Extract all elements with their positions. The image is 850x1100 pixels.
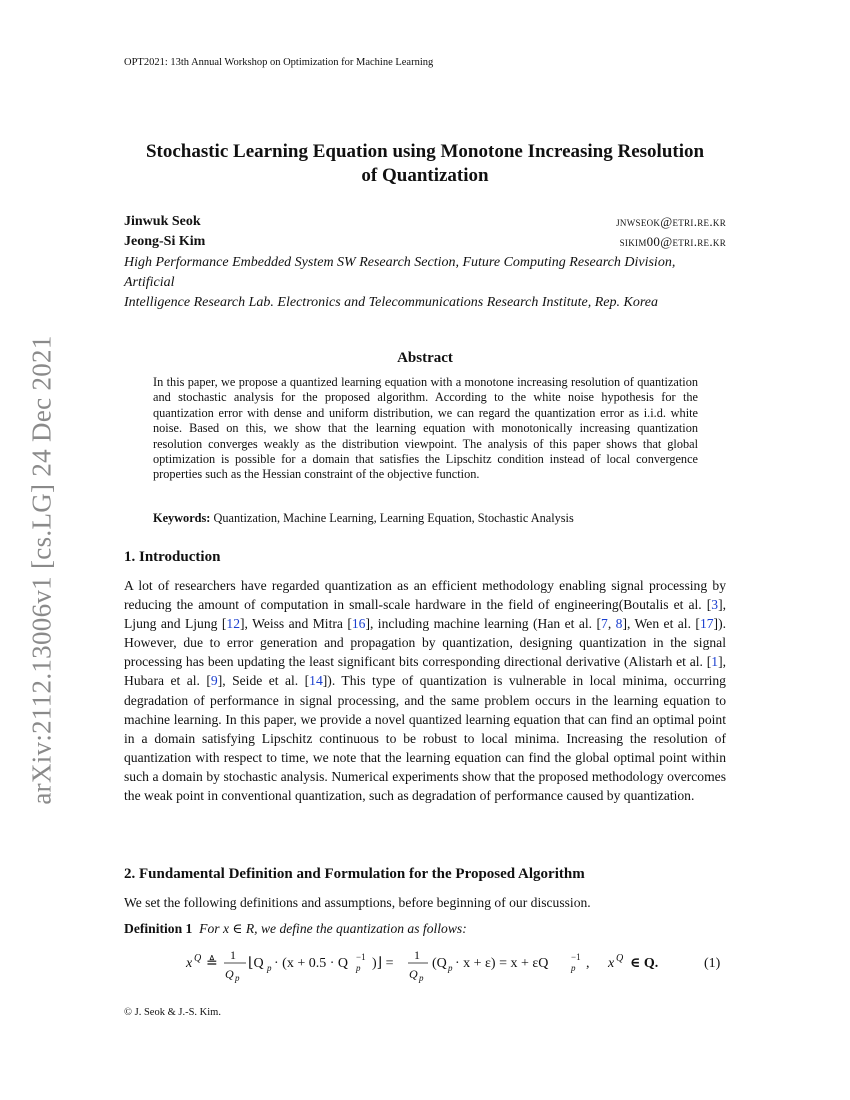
abstract-heading: Abstract [397, 350, 453, 366]
eq-member: x [608, 956, 615, 971]
eq-right-2: · x + ε) = x + εQ [455, 956, 549, 971]
intro-text: ]). This type of quantization is vulnerable in local minima, occurring degradation of performance in signal processing, and the same problem occurs in the learning equation to machine learning. In this paper, we provide a novel quantized learning equation that can find an optimal point in a domain satisfying Lipschitz continuous to be robust to local minima. Increasing the resolution of quantization with respect to time, we note that the learning equation can find the global optimal point within such a domain by stochastic analysis. Numerical experiments show that the proposed methodology overcomes the weak point in conventional quantization, such as degradation of performance caused by quantization. [124, 673, 726, 804]
eq-inner: · (x + 0.5 · Q [274, 956, 348, 971]
title-line-2: of Quantization [361, 165, 489, 186]
author-name: Jinwuk Seok [124, 214, 201, 229]
eq-defeq: ≜ [206, 956, 218, 971]
intro-text: A lot of researchers have regarded quantization as an efficient methodology enabling signal processing by reducing the amount of computation in small-scale hardware in the field of engineering(Boutalis et al. [ [124, 578, 726, 613]
eq-sub-p: p [267, 963, 272, 973]
citation-link[interactable]: 3 [711, 597, 719, 613]
citation-link[interactable]: 1 [711, 654, 719, 670]
intro-text: ], Wen et al. [ [622, 616, 700, 632]
citation-link[interactable]: 17 [699, 616, 714, 632]
keywords [153, 510, 698, 526]
affiliation-line-1: High Performance Embedded System SW Research Section, Future Computing Research Division, Artificial [124, 255, 676, 290]
eq-frac2-den: Q [409, 967, 418, 981]
keywords-label: Keywords: [153, 511, 211, 525]
copyright-footer: © J. Seok & J.-S. Kim. [124, 1007, 221, 1018]
author-email: jnwseok@etri.re.kr [616, 214, 726, 229]
equation-number: (1) [704, 956, 721, 971]
author-row [124, 212, 726, 232]
eq-floor-close: )⌋ = [372, 956, 394, 971]
citation-link[interactable]: 12 [226, 616, 240, 632]
eq-frac1-den: Q [225, 967, 234, 981]
intro-text: ], Weiss and Mitra [ [239, 616, 352, 632]
abstract-body: In this paper, we propose a quantized learning equation with a monotone increasing resolution of quantization and stochastic analysis for the proposed algorithm. According to the white noise hypothesis for the quantization error with dense and uniform distribution, we can regard the quantization error as i.i.d. white noise. Based on this, we show that the learning equation with monotonically increasing quantization resolution converges weakly as the distribution viewpoint. The analysis of this paper shows that global optimization is possible for a domain that satisfies the Lipschitz condition instead of local convergence properties such as the Hessian constraint of the objective function. [153, 375, 698, 482]
author-row [124, 232, 726, 252]
author-email: sikim00@etri.re.kr [619, 234, 726, 249]
intro-text: ], Ljung and Ljung [ [124, 597, 726, 632]
intro-text: ], Seide et al. [ [217, 673, 310, 689]
eq-frac2-num: 1 [414, 948, 420, 962]
eq-lhs-sup: Q [194, 953, 202, 964]
eq-frac1-den-sub: p [235, 973, 240, 983]
equation-1 [124, 942, 726, 990]
definition-label: Definition 1 [124, 921, 193, 936]
intro-text: ], including machine learning (Han et al. [ [365, 616, 602, 632]
eq-sup-minus1: −1 [356, 952, 366, 962]
eq-member-set: ∈ Q. [630, 956, 659, 971]
citation-link[interactable]: 8 [615, 616, 623, 632]
citation-link[interactable]: 7 [601, 616, 608, 632]
eq-sub-p: p [571, 963, 576, 973]
citation-link[interactable]: 16 [351, 616, 366, 632]
affiliation [124, 253, 726, 313]
running-header: OPT2021: 13th Annual Workshop on Optimization for Machine Learning [124, 57, 434, 68]
intro-text: , [607, 616, 616, 632]
author-name: Jeong-Si Kim [124, 234, 206, 249]
definition-1 [124, 921, 467, 937]
author-block [124, 212, 726, 313]
affiliation-line-2: Intelligence Research Lab. Electronics and Telecommunications Research Institute, Rep. Korea [124, 295, 658, 310]
introduction-body [124, 576, 726, 805]
intro-text: ], Hubara et al. [ [124, 654, 726, 689]
eq-lhs: x [186, 956, 193, 971]
section-2-heading: 2. Fundamental Definition and Formulation for the Proposed Algorithm [124, 866, 585, 882]
title-line-1: Stochastic Learning Equation using Monotone Increasing Resolution [145, 141, 705, 162]
eq-sup-minus1: −1 [571, 952, 581, 962]
arxiv-identifier: arXiv:2112.13006v1 [cs.LG] 24 Dec 2021 [26, 335, 57, 805]
eq-comma: , [586, 956, 590, 971]
citation-link[interactable]: 14 [309, 673, 323, 689]
definition-text: For x ∈ R, we define the quantization as follows: [199, 921, 467, 936]
intro-text: ]). However, due to error generation and propagation by quantization, designing quantization in the signal processing has been updating the least significant bits corresponding directional derivative (Alistarh et al. [ [124, 616, 726, 670]
eq-right: (Q [432, 956, 447, 971]
citation-link[interactable]: 9 [210, 673, 218, 689]
paper-title [124, 140, 726, 188]
section-2-body: We set the following definitions and assumptions, before beginning of our discussion. [124, 895, 591, 910]
eq-member-sup: Q [616, 953, 624, 964]
eq-floor-open: ⌊Q [248, 956, 264, 971]
eq-sub-p: p [448, 963, 453, 973]
keywords-text: Quantization, Machine Learning, Learning Equation, Stochastic Analysis [213, 511, 574, 525]
eq-sub-p: p [356, 963, 361, 973]
eq-frac2-den-sub: p [419, 973, 424, 983]
section-1-heading: 1. Introduction [124, 549, 221, 565]
eq-frac1-num: 1 [230, 948, 236, 962]
